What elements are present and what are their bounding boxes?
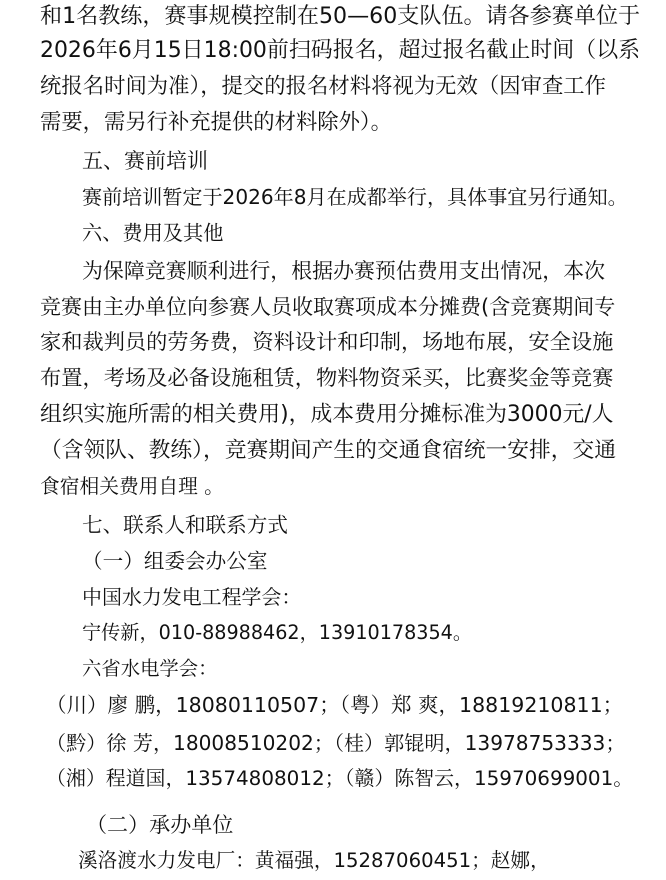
text-line: 统报名时间为准），提交的报名材料将视为无效（因审查工作 <box>40 74 607 99</box>
subsection-heading: （二）承办单位 <box>86 812 234 837</box>
text-line: 食宿相关费用自理 。 <box>40 475 224 498</box>
section-heading: 六、费用及其他 <box>82 221 224 245</box>
subsection-heading: （一）组委会办公室 <box>82 549 268 573</box>
text-line: 赛前培训暂定于2026年8月在成都举行，具体事宜另行通知。 <box>82 185 628 209</box>
text-line: 和1名教练，赛事规模控制在50—60支队伍。请各参赛单位于 <box>40 4 641 29</box>
text-line: 布置，考场及必备设施租赁，物料物资采买，比赛奖金等竞赛 <box>40 366 614 391</box>
contact-line: （湘）程道国，13574808012；（赣）陈智云，15970699001。 <box>46 767 634 790</box>
contact-line: （川）廖 鹏，18080110507；（粤）郑 爽，18819210811； <box>46 693 624 717</box>
text-line: 家和裁判员的劳务费，资料设计和印制，场地布展，安全设施 <box>40 330 614 355</box>
section-heading: 七、联系人和联系方式 <box>82 513 288 537</box>
contact-line: 宁传新，010-88988462，13910178354。 <box>82 621 472 644</box>
text-line: 中国水力发电工程学会： <box>82 585 302 609</box>
text-line: 竞赛由主办单位向参赛人员收取赛项成本分摊费(含竞赛期间专 <box>40 294 616 319</box>
text-line: （含领队、教练），竞赛期间产生的交通食宿统一安排，交通 <box>40 438 616 463</box>
text-line: 需要，需另行补充提供的材料除外）。 <box>40 110 392 135</box>
text-line: 六省水电学会： <box>82 657 218 680</box>
contact-line: （黔）徐 芳，18008510202；（桂）郭锟明，13978753333； <box>46 731 626 755</box>
text-line: 为保障竞赛顺利进行，根据办赛预估费用支出情况，本次 <box>82 259 606 283</box>
section-heading: 五、赛前培训 <box>82 149 208 173</box>
contact-line: 溪洛渡水力发电厂：黄福强，15287060451；赵娜， <box>78 849 550 872</box>
text-line: 组织实施所需的相关费用)，成本费用分摊标准为3000元/人 <box>40 402 614 427</box>
text-line: 2026年6月15日18:00前扫码报名，超过报名截止时间（以系 <box>40 38 641 63</box>
